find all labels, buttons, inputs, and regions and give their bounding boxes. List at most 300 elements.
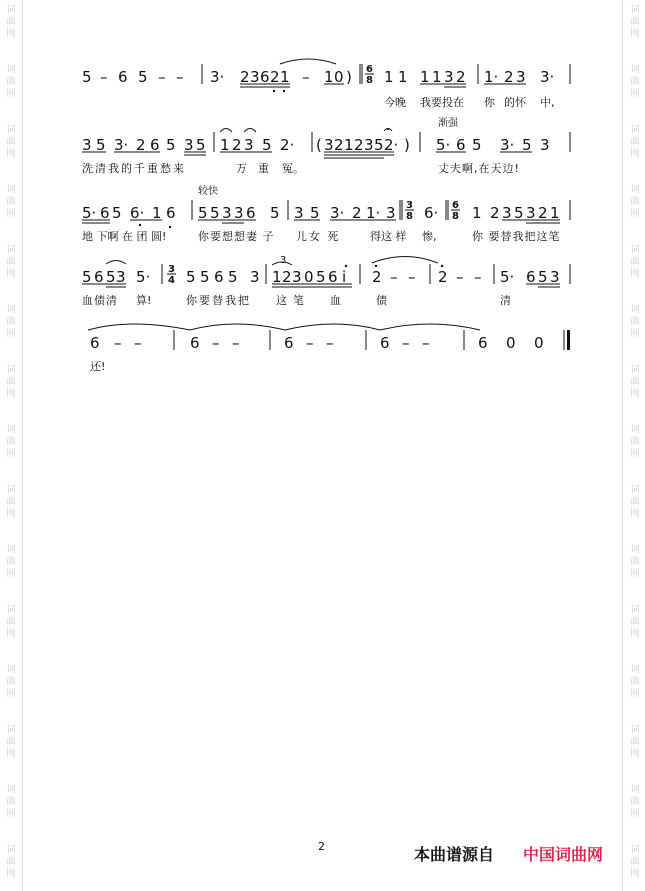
note: 5· <box>436 136 451 154</box>
dash: – <box>212 334 220 352</box>
paren: ) <box>404 136 410 154</box>
staff-line-3 <box>80 198 574 224</box>
lyric: 清 <box>500 294 511 307</box>
note: 5 <box>472 136 482 154</box>
note: 6 <box>166 204 176 222</box>
watermark-char: 词 <box>630 365 640 375</box>
dash: – <box>176 68 184 86</box>
watermark-group <box>3 4 19 40</box>
slur <box>220 129 232 133</box>
note: 6 <box>94 268 104 286</box>
watermark-group <box>3 244 19 280</box>
staff-line-2-svg <box>80 130 574 160</box>
watermark-group <box>3 544 19 580</box>
watermark-group <box>627 844 643 880</box>
staff-line-5-svg <box>80 328 574 358</box>
watermark-char: 曲 <box>630 797 640 807</box>
note: 1 <box>344 136 354 154</box>
note: 6 <box>526 268 536 286</box>
dash: – <box>302 68 310 86</box>
note: 5 <box>210 204 220 222</box>
note: 6 <box>100 204 110 222</box>
watermark-char: 网 <box>630 749 640 759</box>
time-sig-top: 6 <box>452 200 459 211</box>
watermark-char: 曲 <box>630 17 640 27</box>
note: 2 <box>136 136 146 154</box>
watermark-char: 曲 <box>630 617 640 627</box>
lyric: 血债清 <box>82 294 118 307</box>
watermark-group <box>627 784 643 820</box>
dash: – <box>326 334 334 352</box>
note: 5· <box>82 204 97 222</box>
note: 2· <box>384 136 399 154</box>
watermark-char: 词 <box>630 545 640 555</box>
note: 3 <box>364 136 374 154</box>
watermark-char: 网 <box>630 509 640 519</box>
note: 3 <box>244 136 254 154</box>
note: 6· <box>130 204 145 222</box>
time-sig-bottom: 8 <box>452 211 459 222</box>
note: 0 <box>334 68 344 86</box>
note: i <box>342 268 347 286</box>
note: 1 <box>324 68 334 86</box>
time-sig-bottom: 8 <box>406 211 413 222</box>
note: 2 <box>438 268 448 286</box>
note: 6 <box>260 68 270 86</box>
note: 5 <box>106 268 116 286</box>
note: 1 <box>152 204 162 222</box>
watermark-group <box>627 664 643 700</box>
lyrics-line-2 <box>80 160 574 174</box>
dash: – <box>232 334 240 352</box>
watermark-char: 曲 <box>630 137 640 147</box>
watermark-char: 词 <box>6 725 16 735</box>
note: 3 <box>82 136 92 154</box>
low-dot <box>273 90 275 92</box>
note: 6 <box>90 334 100 352</box>
watermark-group <box>3 424 19 460</box>
dash: – <box>114 334 122 352</box>
note: 5 <box>82 68 92 86</box>
lyric: 重 <box>258 162 269 175</box>
slur <box>106 261 126 265</box>
watermark-group <box>627 64 643 100</box>
watermark-group <box>627 484 643 520</box>
note: 2 <box>538 204 548 222</box>
watermark-group <box>627 604 643 640</box>
lyric: 你要替我把 <box>186 294 251 307</box>
watermark-char: 曲 <box>6 377 16 387</box>
staff-line-2 <box>80 130 574 156</box>
watermark-char: 曲 <box>6 317 16 327</box>
watermark-char: 曲 <box>630 857 640 867</box>
high-dot <box>375 265 377 267</box>
watermark-char: 词 <box>630 65 640 75</box>
note: 1 <box>220 136 230 154</box>
watermark-char: 曲 <box>630 197 640 207</box>
note: 1· <box>366 204 381 222</box>
watermark-group <box>3 64 19 100</box>
note: 3· <box>500 136 515 154</box>
note: 3· <box>540 68 555 86</box>
watermark-group <box>3 484 19 520</box>
time-sig-top: 3 <box>406 200 413 211</box>
watermark-char: 网 <box>630 629 640 639</box>
page-number: 2 <box>318 840 325 853</box>
watermark-char: 词 <box>630 845 640 855</box>
lyric: 丈夫啊,在天边! <box>438 162 520 175</box>
staff-line-4 <box>80 255 574 288</box>
time-sig-top: 3 <box>168 264 175 275</box>
gradual-stronger-mark: 渐强 <box>438 118 458 129</box>
lyric: 冤。 <box>282 162 304 175</box>
low-dot <box>283 90 285 92</box>
paren: ) <box>346 68 352 86</box>
slur <box>244 129 256 133</box>
watermark-group <box>627 184 643 220</box>
watermark-char: 曲 <box>6 437 16 447</box>
lyrics-line-4 <box>80 292 574 306</box>
time-sig-bottom: 4 <box>168 275 175 286</box>
note: 5 <box>200 268 210 286</box>
note: 1· <box>484 68 499 86</box>
watermark-char: 曲 <box>6 137 16 147</box>
watermark-char: 词 <box>630 185 640 195</box>
lyric: 洗清我的千重愁来 <box>82 162 186 175</box>
watermark-char: 词 <box>630 245 640 255</box>
note: 6 <box>478 334 488 352</box>
watermark-char: 词 <box>630 725 640 735</box>
watermark-char: 曲 <box>630 317 640 327</box>
watermark-char: 网 <box>6 329 16 339</box>
watermark-char: 网 <box>630 809 640 819</box>
watermark-char: 曲 <box>630 737 640 747</box>
note: 5 <box>310 204 320 222</box>
watermark-char: 网 <box>6 149 16 159</box>
note: 1 <box>420 68 430 86</box>
watermark-char: 网 <box>630 329 640 339</box>
watermark-char: 网 <box>6 389 16 399</box>
watermark-char: 网 <box>6 509 16 519</box>
watermark-group <box>627 244 643 280</box>
note: 5 <box>270 204 280 222</box>
note: 1 <box>432 68 442 86</box>
watermark-char: 网 <box>630 689 640 699</box>
note: 5 <box>228 268 238 286</box>
note: 3 <box>540 136 550 154</box>
note: 1 <box>280 68 290 86</box>
note: 3 <box>294 204 304 222</box>
faster-mark: 较快 <box>198 186 218 197</box>
note: 5 <box>514 204 524 222</box>
watermark-char: 词 <box>630 605 640 615</box>
watermark-group <box>627 724 643 760</box>
note: 5 <box>82 268 92 286</box>
lyric: 你 要替我把这笔 <box>472 230 561 243</box>
watermark-char: 曲 <box>6 557 16 567</box>
lyric: 地 下啊 在 团 圆! <box>82 230 167 243</box>
watermark-group <box>3 364 19 400</box>
note: 2 <box>240 68 250 86</box>
watermark-char: 曲 <box>630 377 640 387</box>
note: 5 <box>316 268 326 286</box>
staff-line-3-svg <box>80 198 574 228</box>
watermark-char: 网 <box>6 269 16 279</box>
note: 3 <box>444 68 454 86</box>
watermark-char: 曲 <box>6 197 16 207</box>
watermark-char: 网 <box>630 569 640 579</box>
note: 3 <box>386 204 396 222</box>
watermark-char: 曲 <box>6 497 16 507</box>
note: 3· <box>210 68 225 86</box>
watermark-group <box>627 424 643 460</box>
watermark-char: 曲 <box>6 857 16 867</box>
watermark-group <box>3 604 19 640</box>
watermark-char: 曲 <box>630 257 640 267</box>
note: 3· <box>330 204 345 222</box>
dash: – <box>390 268 398 286</box>
watermark-group <box>3 724 19 760</box>
watermark-char: 网 <box>630 869 640 879</box>
note: 5 <box>522 136 532 154</box>
note: 1 <box>272 268 282 286</box>
left-border <box>22 0 23 891</box>
dash: – <box>158 68 166 86</box>
lyric: 儿女 死 <box>296 230 341 243</box>
note: 2 <box>490 204 500 222</box>
watermark-char: 词 <box>6 65 16 75</box>
watermark-char: 曲 <box>6 617 16 627</box>
note: 5 <box>112 204 122 222</box>
note: 2 <box>456 68 466 86</box>
lyric: 今晚 <box>384 96 406 109</box>
tie <box>190 324 285 330</box>
note: 2 <box>282 268 292 286</box>
slur <box>280 59 336 64</box>
watermark-char: 网 <box>6 449 16 459</box>
watermark-char: 网 <box>6 209 16 219</box>
watermark-char: 词 <box>6 185 16 195</box>
watermark-char: 曲 <box>630 557 640 567</box>
lyrics-line-3 <box>80 228 574 242</box>
watermark-char: 网 <box>6 569 16 579</box>
watermark-group <box>627 124 643 160</box>
watermark-char: 词 <box>630 485 640 495</box>
watermark-group <box>3 664 19 700</box>
note: 6 <box>214 268 224 286</box>
watermark-char: 词 <box>630 785 640 795</box>
lyric: 债 <box>376 294 387 307</box>
watermark-char: 词 <box>630 125 640 135</box>
note: 6· <box>424 204 439 222</box>
watermark-char: 词 <box>6 5 16 15</box>
lyric: 算! <box>136 294 152 307</box>
watermark-char: 曲 <box>6 17 16 27</box>
note: 1 <box>384 68 394 86</box>
right-border <box>622 0 623 891</box>
watermark-group <box>3 784 19 820</box>
time-sig-top: 6 <box>366 64 373 75</box>
watermark-char: 词 <box>6 845 16 855</box>
watermark-group <box>3 124 19 160</box>
watermark-char: 词 <box>6 305 16 315</box>
high-dot <box>345 265 347 267</box>
note: 5 <box>538 268 548 286</box>
note: 0 <box>506 334 516 352</box>
dash: – <box>456 268 464 286</box>
note: 2 <box>504 68 514 86</box>
site-name[interactable]: 中国词曲网 <box>523 845 604 864</box>
note: 3 <box>292 268 302 286</box>
note: 3 <box>184 136 194 154</box>
lyric: 血 <box>330 294 341 307</box>
note: 3 <box>116 268 126 286</box>
dash: – <box>100 68 108 86</box>
lyric: 你要想想妻 子 <box>198 230 275 243</box>
note: 0 <box>534 334 544 352</box>
final-barline-thick <box>567 330 570 350</box>
note: 5 <box>198 204 208 222</box>
watermark-char: 网 <box>630 449 640 459</box>
note: 5 <box>262 136 272 154</box>
note: 5· <box>500 268 515 286</box>
note: 3 <box>250 268 260 286</box>
watermark-char: 词 <box>6 605 16 615</box>
staff-line-1-svg <box>80 62 574 92</box>
watermark-char: 曲 <box>630 437 640 447</box>
dash: – <box>402 334 410 352</box>
lyric: 这笔 <box>276 294 310 307</box>
lyrics-line-1 <box>80 94 574 108</box>
watermark-group <box>627 304 643 340</box>
tie <box>88 324 190 330</box>
watermark-char: 网 <box>6 809 16 819</box>
watermark-char: 词 <box>6 245 16 255</box>
low-dot <box>139 224 141 226</box>
note: 5 <box>374 136 384 154</box>
watermark-char: 网 <box>6 29 16 39</box>
note: 2 <box>270 68 280 86</box>
note: 5 <box>186 268 196 286</box>
dash: – <box>474 268 482 286</box>
note: 3 <box>526 204 536 222</box>
watermark-char: 网 <box>6 629 16 639</box>
lyric: 你 <box>484 96 495 109</box>
tie <box>285 324 380 330</box>
note: 2 <box>352 204 362 222</box>
note: 1 <box>398 68 408 86</box>
dash: – <box>422 334 430 352</box>
note: 3 <box>324 136 334 154</box>
staff-line-4-svg <box>80 255 574 292</box>
watermark-group <box>627 4 643 40</box>
note: 3 <box>222 204 232 222</box>
note: 2 <box>334 136 344 154</box>
note: 0 <box>304 268 314 286</box>
note: 5 <box>166 136 176 154</box>
triplet-mark: 3 <box>280 255 287 266</box>
staff-line-1 <box>80 62 574 88</box>
watermark-char: 词 <box>6 665 16 675</box>
note: 1 <box>472 204 482 222</box>
note: 3 <box>234 204 244 222</box>
watermark-char: 词 <box>6 365 16 375</box>
note: 6 <box>118 68 128 86</box>
watermark-char: 网 <box>6 749 16 759</box>
watermark-char: 网 <box>630 29 640 39</box>
note: 6 <box>246 204 256 222</box>
high-dot <box>441 265 443 267</box>
paren: ( <box>316 136 322 154</box>
lyric: 还! <box>90 360 106 373</box>
watermark-char: 词 <box>6 125 16 135</box>
watermark-char: 词 <box>6 485 16 495</box>
time-sig-bottom: 8 <box>366 75 373 86</box>
note: 6 <box>150 136 160 154</box>
watermark-char: 网 <box>6 869 16 879</box>
note: 5 <box>196 136 206 154</box>
note: 2 <box>372 268 382 286</box>
note: 2 <box>354 136 364 154</box>
note: 5 <box>138 68 148 86</box>
watermark-char: 网 <box>6 89 16 99</box>
lyrics-line-5 <box>80 358 574 372</box>
watermark-char: 网 <box>630 209 640 219</box>
watermark-group <box>3 844 19 880</box>
watermark-char: 词 <box>6 425 16 435</box>
note: 3 <box>250 68 260 86</box>
note: 3 <box>550 268 560 286</box>
watermark-char: 曲 <box>630 497 640 507</box>
note: 6 <box>190 334 200 352</box>
note: 2· <box>280 136 295 154</box>
watermark-char: 网 <box>630 149 640 159</box>
watermark-char: 词 <box>630 305 640 315</box>
lyric: 惨, <box>422 230 437 243</box>
watermark-char: 网 <box>630 269 640 279</box>
watermark-char: 曲 <box>6 677 16 687</box>
lyric: 得这 样 <box>370 230 407 243</box>
watermark-char: 词 <box>6 545 16 555</box>
watermark-char: 曲 <box>6 737 16 747</box>
watermark-group <box>3 184 19 220</box>
note: 3 <box>516 68 526 86</box>
watermark-char: 网 <box>630 389 640 399</box>
watermark-char: 曲 <box>630 77 640 87</box>
watermark-char: 词 <box>630 425 640 435</box>
dash: – <box>306 334 314 352</box>
watermark-char: 网 <box>630 89 640 99</box>
lyric: 万 <box>236 162 247 175</box>
watermark-char: 词 <box>630 665 640 675</box>
note: 6 <box>380 334 390 352</box>
watermark-group <box>627 544 643 580</box>
lyric: 中, <box>540 96 555 109</box>
note: 6 <box>328 268 338 286</box>
watermark-char: 网 <box>6 689 16 699</box>
watermark-char: 曲 <box>6 77 16 87</box>
tie <box>372 257 438 264</box>
note: 3· <box>114 136 129 154</box>
watermark-group <box>627 364 643 400</box>
staff-line-5 <box>80 328 574 354</box>
note: 6 <box>456 136 466 154</box>
watermark-char: 词 <box>630 5 640 15</box>
note: 2 <box>232 136 242 154</box>
watermark-char: 曲 <box>6 257 16 267</box>
watermark-char: 词 <box>6 785 16 795</box>
dash: – <box>134 334 142 352</box>
